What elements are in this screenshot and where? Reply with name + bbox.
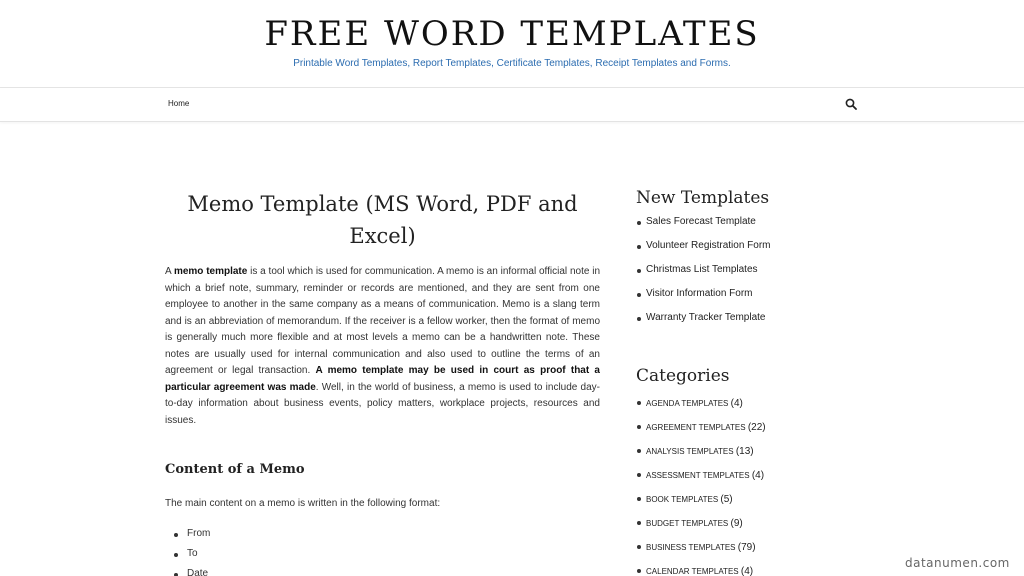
category-count: (5) xyxy=(720,494,733,505)
article xyxy=(165,188,601,576)
section-intro: The main content on a memo is written in the following format: xyxy=(165,498,441,509)
memo-fields-list xyxy=(165,528,210,576)
categories-list xyxy=(636,398,766,576)
intro-bold-text: memo template xyxy=(173,266,248,277)
category-count: (4) xyxy=(751,470,765,481)
article-intro xyxy=(165,264,600,429)
category-item xyxy=(636,566,766,576)
category-count: (13) xyxy=(735,446,754,457)
site-tagline: Printable Word Templates, Report Templates, Certificate Templates, Receipt Templates and Forms. xyxy=(293,58,731,69)
memo-field-item: From xyxy=(165,528,210,548)
nav-home-link[interactable]: Home xyxy=(168,99,190,108)
category-item xyxy=(636,518,766,542)
category-item xyxy=(636,422,766,446)
intro-bold-text: A memo template may be used in court as proof that a particular agreement was made xyxy=(165,365,600,393)
new-template-link[interactable]: Volunteer Registration Form xyxy=(636,240,866,264)
new-template-link[interactable]: Warranty Tracker Template xyxy=(636,312,866,336)
category-count: (4) xyxy=(740,566,754,576)
category-count: (4) xyxy=(730,398,743,409)
new-template-link[interactable]: Sales Forecast Template xyxy=(636,216,866,240)
category-link[interactable]: CALENDAR TEMPLATES xyxy=(646,567,739,576)
category-item xyxy=(636,398,766,422)
section-heading: Content of a Memo xyxy=(165,462,305,477)
article-title: Memo Template (MS Word, PDF and Excel) xyxy=(187,192,578,248)
main-nav xyxy=(0,88,1024,122)
category-link[interactable]: ASSESSMENT TEMPLATES xyxy=(646,471,750,480)
intro-text: is a tool which is used for communication. A memo is an informal official note in which a brief note, summary, reminder or records are mentioned, and they are sent from one employee to another in the same company as a means of communication. Memo is a slang term and is an abbreviation of memorandum. If the receiver is a fellow worker, then the format of memo is generally much more flexible and at most levels a memo can be a handwritten note. These notes are usually used for internal communication and also used to outline the terms of an agreement or legal transaction. xyxy=(165,266,601,376)
category-item xyxy=(636,542,766,566)
category-link[interactable]: AGREEMENT TEMPLATES xyxy=(646,423,746,432)
sidebar xyxy=(636,188,866,576)
category-link[interactable]: AGENDA TEMPLATES xyxy=(646,399,729,408)
site-header xyxy=(0,0,1024,88)
memo-field-item: To xyxy=(165,548,210,568)
category-link[interactable]: BUSINESS TEMPLATES xyxy=(646,543,736,552)
intro-text: . Well, in the world of business, a memo is used to include day-to-day information about business events, policy matters, workplace projects, resources and issues. xyxy=(165,381,600,426)
category-count: (22) xyxy=(747,422,766,433)
category-item xyxy=(636,494,766,518)
search-icon[interactable] xyxy=(845,98,857,110)
new-template-link[interactable]: Christmas List Templates xyxy=(636,264,866,288)
category-item xyxy=(636,446,766,470)
category-count: (9) xyxy=(730,518,743,529)
categories-title: Categories xyxy=(636,366,730,386)
category-count: (79) xyxy=(737,542,756,553)
new-templates-title: New Templates xyxy=(636,188,770,208)
memo-field-item: Date xyxy=(165,568,210,576)
category-item xyxy=(636,470,766,494)
category-link[interactable]: BOOK TEMPLATES xyxy=(646,495,719,504)
site-title[interactable]: FREE WORD TEMPLATES xyxy=(264,14,760,54)
new-template-link[interactable]: Visitor Information Form xyxy=(636,288,866,312)
category-link[interactable]: ANALYSIS TEMPLATES xyxy=(646,447,734,456)
intro-text: A xyxy=(165,266,174,277)
watermark: datanumen.com xyxy=(905,556,1010,570)
category-link[interactable]: BUDGET TEMPLATES xyxy=(646,519,729,528)
new-templates-list xyxy=(636,216,866,336)
